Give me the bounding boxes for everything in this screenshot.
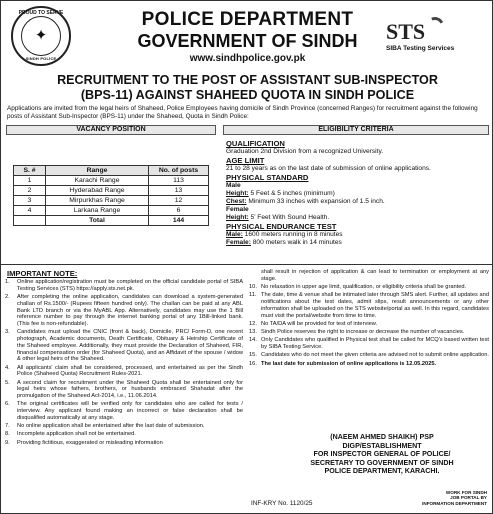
note-text: shall result in rejection of application & can lead to termination or employment at any stage. (261, 269, 489, 282)
list-item (5, 279, 243, 293)
physical-standard-title: PHYSICAL STANDARD (226, 173, 309, 182)
note-text: No TA/DA will be provided for test of interview. (261, 320, 378, 327)
table-cell: 3 (14, 196, 46, 206)
male-chest-row (226, 198, 488, 206)
age-limit-title: AGE LIMIT (226, 156, 265, 165)
table-cell: 113 (149, 176, 209, 186)
total-row (14, 216, 209, 226)
eligibility-section (226, 139, 488, 247)
note-number: 15. (249, 352, 257, 359)
note-text: All applicants' claim shall be considered, processed, and entertained as per the Sindh Police (Shaheed Quota) Recruitment Rules-2021. (17, 364, 243, 378)
list-item (249, 284, 489, 291)
chest-label: Chest: (226, 198, 247, 205)
list-item (5, 365, 243, 379)
female-height-value: 5' Feet With Sound Health. (248, 214, 330, 221)
note-number: 11. (249, 292, 257, 299)
note-number: 13. (249, 329, 257, 335)
inf-number: INF-KRY No. 1120/25 (251, 500, 313, 507)
important-note-title: IMPORTANT NOTE: (7, 269, 78, 278)
list-item (5, 423, 243, 430)
note-number: 16. (249, 360, 257, 367)
wfs-line3: INFORMATION DEPARTMENT (422, 500, 487, 506)
intro-paragraph: Applications are invited from the legal heirs of Shaheed, Police Employees having domicile of Sindh Province (concerned Ranges) for recruitment against the following posts of Assistant Sub-Inspector (BPS-11) under the Shaheed, Quota in Sindh Police: (7, 105, 478, 120)
sts-logo (386, 19, 481, 61)
note-text: The original certificates will be verified only for candidates who are called for tests / interview. Any applicant found making an incorrect or false declaration shall be disqualified automatically at any stage. (17, 401, 243, 421)
table-row (14, 186, 209, 196)
note-text: Candidates who do not meet the given criteria are advised not to submit online application. (261, 352, 489, 359)
table-cell (14, 216, 46, 226)
signatory-name: (NAEEM AHMED SHAIKH) PSP (330, 433, 434, 441)
note-text: No relaxation in upper age limit, qualification, or eligibility criteria shall be granted. (261, 284, 467, 290)
note-text: Providing fictitious, exaggerated or misleading information (17, 439, 163, 446)
note-number: 6. (5, 401, 10, 408)
list-item (249, 321, 489, 328)
sindh-police-seal (11, 6, 71, 66)
note-number: 12. (249, 320, 257, 327)
signature-block (284, 433, 480, 476)
note-number: 7. (5, 423, 10, 429)
wfs-line2: JOB PORTAL BY (450, 495, 487, 501)
table-cell: Hyderabad Range (46, 186, 149, 196)
note-number: 14. (249, 337, 257, 344)
table-cell: Mirpurkhas Range (46, 196, 149, 206)
male-height-row (226, 190, 488, 198)
qualification-text: Graduation 2nd Division from a recognized University. (226, 148, 384, 155)
list-item (5, 294, 243, 328)
recruitment-heading-line1: RECRUITMENT TO THE POST OF ASSISTANT SUB-INSPECTOR (57, 73, 438, 87)
note-text: The date, time & venue shall be intimated later through SMS alert. Further, all updates and notifications about the test dates, admit slips, result announcements or any other information shall be uploaded on the STS website/portal as well. In this regard, candidates must visit the portal/website from time to time. (261, 292, 489, 319)
signatory-line4: SECRETARY TO GOVERNMENT OF SINDH (310, 458, 454, 467)
note-text: Candidates must upload the CNIC (front & back), Domicile, PRC/ Form-D, one recent photograph, Academic documents, Death Certificate, Obituary & Heirship Certificate of the Shaheed employee. Additionally, they must provide the Declaration of Shaheed, FIR, financial compensation order (for Shaheed Quota), and an Affidavit of the spouse / widow & other legal heirs of the Shaheed. (17, 329, 243, 363)
male-chest-value: Minimum 33 inches with expansion of 1.5 inch. (246, 198, 385, 205)
table-row (14, 196, 209, 206)
notes-right-column (249, 269, 489, 369)
seal-top-text: PROUD TO SERVE (18, 10, 64, 16)
note-text: No online application shall be entertained after the last date of submission. (17, 423, 205, 429)
table-cell: 6 (149, 206, 209, 216)
male-height-value: 5 Feet & 5 inches (minimum) (248, 190, 335, 197)
note-number: 1. (5, 279, 10, 285)
male-run-row (226, 231, 488, 239)
age-limit-text: 21 to 28 years as on the last date of submission of online applications. (226, 165, 431, 172)
note-number: 5. (5, 379, 10, 386)
government-title: GOVERNMENT OF SINDH (137, 31, 358, 51)
vacancy-table (13, 165, 209, 226)
list-item (5, 401, 243, 421)
wfs-line1: WORK FOR SINDH (445, 490, 487, 495)
table-cell: 12 (149, 196, 209, 206)
table-row (14, 176, 209, 186)
list-item (249, 269, 489, 283)
list-item (249, 361, 489, 368)
note-text: Only Candidates who qualified in Physical test shall be called for MCQ's based written test by SIBA Testing Service. (261, 337, 489, 350)
notes-left-column (5, 279, 243, 448)
table-cell: Karachi Range (46, 176, 149, 186)
note-number: 4. (5, 364, 10, 371)
column-header: S. # (14, 166, 46, 176)
note-number: 10. (249, 284, 257, 290)
height-label: Height: (226, 214, 249, 221)
male-run-value: 1600 meters running in 8 minutes (242, 231, 343, 238)
list-item (5, 440, 243, 447)
note-text: The last date for submission of online applications is 12.05.2025. (261, 360, 437, 367)
female-height-row (226, 214, 488, 222)
male-label: Male (226, 182, 241, 189)
website-link[interactable]: www.sindhpolice.gov.pk (189, 53, 306, 64)
list-item (5, 329, 243, 363)
note-number: 3. (5, 329, 10, 336)
note-text: Online application/registration must be completed on the official candidate portal of SIBA Testing Services (STS) https://apply.sts.net.pk. (17, 279, 243, 292)
note-number: 9. (5, 439, 10, 446)
total-value: 144 (149, 216, 209, 226)
list-item (249, 292, 489, 319)
section-divider (1, 264, 493, 265)
star-icon: ✦ (34, 27, 48, 44)
recruitment-heading-line2: (BPS-11) AGAINST SHAHEED QUOTA IN SINDH POLICE (80, 88, 415, 102)
note-text: A second claim for recruitment under the Shaheed Quota shall be entertained only for legal heirs whose fathers, brothers, or husbands embraced Shahadat after the promulgation of the Shaheed Act-2014, i.e., 11.06.2014. (17, 379, 243, 399)
female-run-row (226, 239, 488, 247)
sts-arc-icon (423, 14, 446, 37)
signatory-line3: FOR INSPECTOR GENERAL OF POLICE/ (313, 450, 451, 458)
note-number: 2. (5, 294, 10, 300)
table-cell: 4 (14, 206, 46, 216)
list-item (249, 352, 489, 359)
vacancy-heading: VACANCY POSITION (6, 125, 216, 135)
note-number: 8. (5, 431, 10, 438)
note-text: Sindh Police reserves the right to increase or decrease the number of vacancies. (261, 329, 465, 335)
column-header: No. of posts (149, 166, 209, 176)
table-cell: Larkana Range (46, 206, 149, 216)
table-header-row (14, 166, 209, 176)
header (1, 1, 493, 71)
table-cell: 1 (14, 176, 46, 186)
column-header: Range (46, 166, 149, 176)
table-cell: 2 (14, 186, 46, 196)
female-label: Female (226, 206, 249, 213)
department-title: POLICE DEPARTMENT (141, 9, 354, 30)
table-cell: 13 (149, 186, 209, 196)
signatory-line5: POLICE DEPARTMENT, KARACHI. (324, 467, 440, 475)
note-text: After completing the online application, candidates can download a system-generated challan of Rs.1500/- (Rupees fifteen hundred only). The challan can be paid at any ABL Bank LTD branch or via the MyABL App. Alternatively, candidates may use the 1 Bill reference number to pay through the internet banking portal of any 1Bill-linked bank. (This fee is non-refundable). (17, 294, 243, 327)
sts-logo-text: STS (386, 19, 426, 44)
eligibility-heading: ELIGIBILITY CRITERIA (223, 125, 489, 135)
sts-subtitle: SIBA Testing Services (386, 45, 455, 52)
height-label: Height: (226, 190, 249, 197)
list-item (5, 380, 243, 400)
male-run-label: Male: (226, 231, 243, 238)
female-run-label: Female: (226, 239, 251, 246)
work-for-sindh-logo (421, 490, 487, 506)
endurance-test-title: PHYSICAL ENDURANCE TEST (226, 222, 337, 231)
list-item (5, 431, 243, 438)
list-item (249, 337, 489, 351)
signatory-line2: DIGP/ESTABLISHMENT (342, 441, 422, 450)
total-label: Total (46, 216, 149, 226)
qualification-title: QUALIFICATION (226, 139, 285, 148)
table-row (14, 206, 209, 216)
list-item (249, 329, 489, 336)
female-run-value: 800 meters walk in 14 minutes (250, 239, 342, 246)
note-text: Incomplete application shall not be entertained. (17, 431, 136, 438)
seal-bottom-text: SINDH POLICE (25, 56, 57, 61)
